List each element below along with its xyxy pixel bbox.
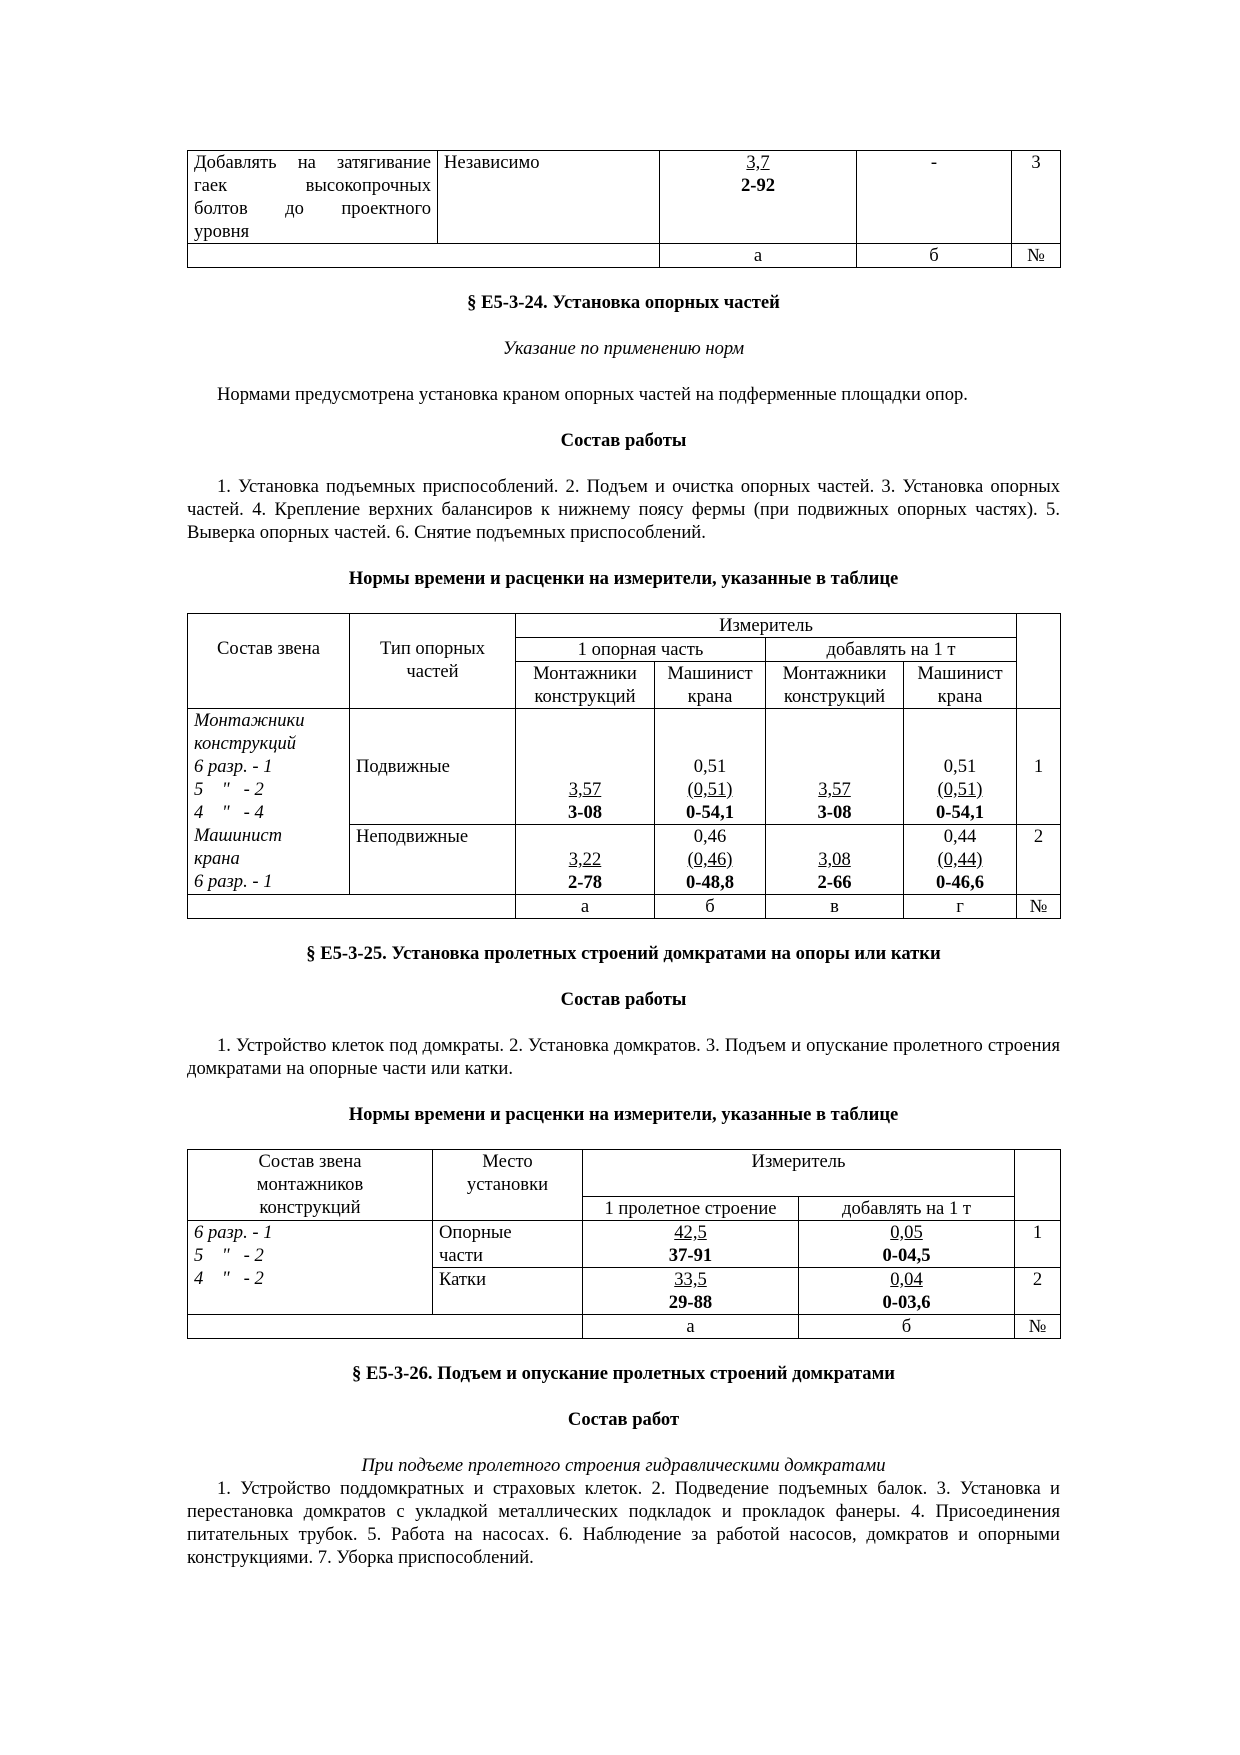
empty-cell [188, 244, 660, 268]
header-meter: Измеритель [516, 614, 1017, 638]
value-v [766, 709, 904, 825]
value-b [655, 709, 766, 825]
value-b [799, 1221, 1015, 1268]
support-type [350, 825, 516, 895]
col-label: № [1012, 244, 1061, 268]
row-number [1012, 151, 1061, 244]
empty-cell [188, 895, 516, 919]
norm-time: 0,46 [693, 826, 727, 847]
crew-line: конструкций [194, 733, 297, 754]
row-number [1017, 825, 1061, 895]
header-line: Состав звена [258, 1151, 362, 1172]
header-line: монтажников [256, 1174, 364, 1195]
row-number-text: 1 [1032, 1222, 1043, 1243]
col-label: в [766, 895, 904, 919]
crew-line: 6 разр. - 1 [194, 756, 273, 777]
col-label: а [660, 244, 857, 268]
norm-time-bracket: (0,46) [687, 849, 733, 870]
value-a [516, 709, 655, 825]
section-subtitle: Указание по применению норм [502, 338, 745, 359]
type-text: Независимо [444, 152, 540, 173]
row-number-text: 2 [1033, 826, 1044, 847]
header-line: установки [466, 1174, 549, 1195]
crew-line: 4 " - 4 [194, 802, 264, 823]
header-add: добавлять на 1 т [799, 1197, 1015, 1221]
work-title: Состав работы [560, 989, 687, 1010]
rate: 0-48,8 [685, 872, 735, 893]
header-type [350, 614, 516, 709]
row-number-text: 1 [1033, 756, 1044, 777]
norm-time: 0,44 [943, 826, 977, 847]
header-line: Место [482, 1151, 533, 1172]
norms-title: Нормы времени и расценки на измерители, указанные в таблице [348, 568, 899, 589]
value-a [583, 1221, 799, 1268]
header-text: Измеритель [751, 1151, 846, 1172]
crew-line: 6 разр. - 1 [194, 871, 273, 892]
header-mash: Машинист крана [904, 662, 1017, 709]
rate: 29-88 [668, 1292, 713, 1313]
norm-time-bracket: (0,51) [937, 779, 983, 800]
header-add: добавлять на 1 т [766, 638, 1017, 662]
crew-line: Монтажники [194, 710, 305, 731]
table-header-row [188, 614, 1061, 638]
rate: 2-78 [567, 872, 603, 893]
norm-time: 33,5 [674, 1269, 707, 1290]
row-number [1015, 1221, 1061, 1268]
norm-time: 0,04 [890, 1269, 923, 1290]
value-g [904, 825, 1017, 895]
rate: 0-04,5 [882, 1245, 931, 1266]
row-number [1015, 1268, 1061, 1315]
document-page [187, 150, 1060, 1569]
place-line: Опорные [439, 1222, 512, 1243]
col-label: б [857, 244, 1012, 268]
row-number-text: 3 [1031, 152, 1041, 173]
table-footer-row [188, 244, 1061, 268]
crew-line: 5 " - 2 [194, 779, 264, 800]
crew-line: 6 разр. - 1 [194, 1222, 273, 1243]
desc-line: уровня [194, 221, 250, 242]
col-label: г [904, 895, 1017, 919]
norm-time: 3,7 [746, 152, 770, 173]
norms-title: Нормы времени и расценки на измерители, указанные в таблице [348, 1104, 899, 1125]
table-row [188, 1221, 1061, 1268]
dash: - [930, 152, 938, 173]
value-b [655, 825, 766, 895]
table-bolts [187, 150, 1061, 268]
desc-line: гаек высокопрочных [194, 175, 431, 196]
value-a [660, 151, 857, 244]
support-type [350, 709, 516, 825]
rate: 0-03,6 [882, 1292, 931, 1313]
crew-composition [188, 709, 350, 895]
value-g [904, 709, 1017, 825]
norm-time-bracket: (0,51) [687, 779, 733, 800]
empty-cell [188, 1315, 583, 1339]
norm-time-bracket: (0,44) [937, 849, 983, 870]
norm-time: 3,57 [568, 779, 602, 800]
norm-time: 42,5 [674, 1222, 707, 1243]
rate: 3-08 [817, 802, 852, 823]
rate: 2-66 [817, 872, 852, 893]
support-type-text: Неподвижные [356, 826, 469, 847]
type-cell [438, 151, 660, 244]
place-line: Катки [439, 1269, 487, 1290]
col-label: а [583, 1315, 799, 1339]
norm-time: 0,51 [943, 756, 977, 777]
table-supports [187, 613, 1061, 919]
rate: 2-92 [740, 175, 776, 196]
header-crew [188, 614, 350, 709]
header-mont: Монтажники конструкций [766, 662, 904, 709]
crew-composition [188, 1221, 433, 1315]
crew-line: 4 " - 2 [194, 1268, 264, 1289]
value-v [766, 825, 904, 895]
col-label: а [516, 895, 655, 919]
desc-line: Добавлять на затягивание [194, 152, 431, 173]
value-a [583, 1268, 799, 1315]
col-label: б [799, 1315, 1015, 1339]
table-footer-row [188, 895, 1061, 919]
section-title: § Е5-3-24. Установка опорных частей [467, 292, 780, 313]
col-label: б [655, 895, 766, 919]
header-num [1017, 614, 1061, 709]
norm-time: 3,22 [568, 849, 602, 870]
work-text: 1. Установка подъемных приспособлений. 2. Подъем и очистка опорных частей. 3. Установка опорных частей. 4. Крепление верхних балансиров к нижнему поясу фермы (при подвижных опорных частях). 5. Выверка опорных частей. 6. Снятие подъемных приспособлений. [187, 476, 1060, 543]
header-line: конструкций [259, 1197, 361, 1218]
section-title: § Е5-3-25. Установка пролетных строений домкратами на опоры или катки [306, 943, 941, 964]
header-place [433, 1150, 583, 1221]
row-number [1017, 709, 1061, 825]
header-mont: Монтажники конструкций [516, 662, 655, 709]
table-header-row [188, 1150, 1061, 1197]
value-b [857, 151, 1012, 244]
table-footer-row [188, 1315, 1061, 1339]
value-b [799, 1268, 1015, 1315]
crew-line: Машинист [194, 825, 283, 846]
rate: 37-91 [668, 1245, 713, 1266]
norm-time: 0,51 [693, 756, 727, 777]
table-jacks [187, 1149, 1061, 1339]
crew-line: крана [194, 848, 240, 869]
install-place [433, 1268, 583, 1315]
table-row [188, 709, 1061, 825]
place-line: части [439, 1245, 483, 1266]
value-a [516, 825, 655, 895]
work-text: 1. Устройство поддомкратных и страховых клеток. 2. Подведение подъемных балок. 3. Установка и перестановка домкратов с укладкой металлических подкладок и прокладок фанеры. 4. Присоединения питательных трубок. 5. Работа на насосах. 6. Наблюдение за работой насосов, домкратов и опорными конструкциями. 7. Уборка приспособлений. [187, 1478, 1060, 1568]
norm-time: 3,57 [818, 779, 851, 800]
col-label: № [1015, 1315, 1061, 1339]
desc-line: болтов до проектного [194, 198, 431, 219]
header-text: Состав звена [217, 638, 320, 659]
header-meter [583, 1150, 1015, 1197]
header-one: 1 опорная часть [516, 638, 766, 662]
section-note: Нормами предусмотрена установка краном опорных частей на подферменные площадки опор. [217, 384, 968, 405]
header-num [1015, 1150, 1061, 1221]
header-crew [188, 1150, 433, 1221]
rate: 0-46,6 [936, 872, 985, 893]
work-text: 1. Устройство клеток под домкраты. 2. Установка домкратов. 3. Подъем и опускание пролетного строения домкратами на опорные части или катки. [187, 1035, 1060, 1079]
col-label: № [1017, 895, 1061, 919]
support-type-text: Подвижные [356, 756, 450, 777]
rate: 0-54,1 [685, 802, 735, 823]
rate: 3-08 [567, 802, 603, 823]
table-row [188, 151, 1061, 244]
header-mash: Машинист крана [655, 662, 766, 709]
header-text: Тип опорных частей [379, 638, 486, 682]
norm-time: 0,05 [890, 1222, 923, 1243]
rate: 0-54,1 [936, 802, 985, 823]
work-description [188, 151, 438, 244]
norm-time: 3,08 [818, 849, 851, 870]
work-title: Состав работ [567, 1409, 680, 1430]
crew-line: 5 " - 2 [194, 1245, 264, 1266]
work-title: Состав работы [560, 430, 687, 451]
row-number-text: 2 [1032, 1269, 1043, 1290]
header-one: 1 пролетное строение [583, 1197, 799, 1221]
section-title: § Е5-3-26. Подъем и опускание пролетных строений домкратами [352, 1363, 895, 1384]
section-subtitle: При подъеме пролетного строения гидравлическими домкратами [361, 1455, 886, 1476]
install-place [433, 1221, 583, 1268]
